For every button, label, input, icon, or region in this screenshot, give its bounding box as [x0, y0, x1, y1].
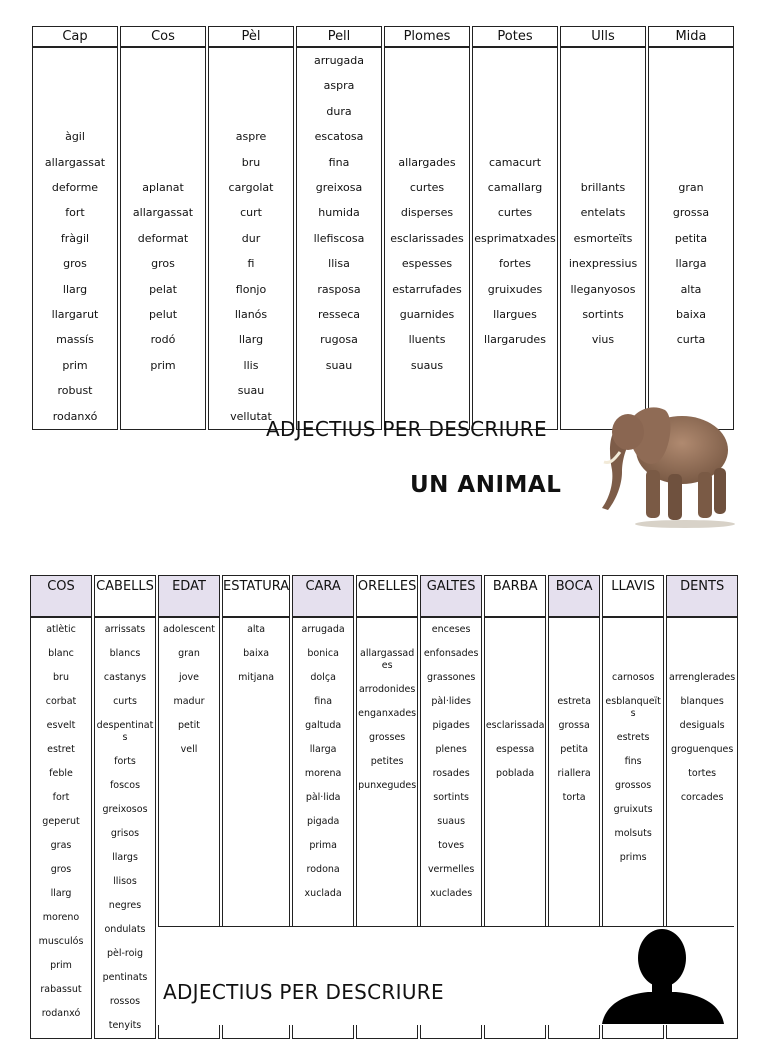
person-word: estrets	[616, 732, 650, 743]
person-word: adolescent	[163, 624, 215, 635]
animal-word: fina	[328, 155, 350, 169]
animal-word: camallarg	[487, 181, 543, 194]
person-word: desiguals	[679, 720, 725, 731]
person-word: prims	[619, 852, 647, 863]
animal-word: aspre	[235, 130, 267, 144]
person-word: forts	[114, 756, 136, 767]
person-word: foscos	[109, 780, 141, 791]
person-word-list	[223, 618, 289, 690]
animal-column-pell	[296, 47, 382, 430]
person-word-list	[667, 618, 737, 810]
animal-word: entelats	[580, 206, 626, 220]
person-word: fort	[52, 792, 70, 803]
animal-word-list	[33, 48, 117, 429]
person-word: musculós	[38, 936, 84, 947]
animal-word: fràgil	[60, 231, 90, 245]
animal-word: llarg	[238, 333, 264, 347]
animal-word: suau	[237, 384, 265, 398]
person-word: rossos	[109, 996, 141, 1007]
person-word: arrissats	[104, 624, 146, 635]
animal-word: allargades	[398, 155, 456, 169]
animal-word: aplanat	[142, 181, 184, 194]
person-word: atlètic	[46, 624, 76, 635]
animal-word: resseca	[317, 308, 361, 322]
person-word: pigades	[432, 720, 470, 731]
person-word: llarg	[50, 888, 72, 899]
person-header-dents: DENTS	[666, 575, 738, 617]
person-word: bonica	[307, 648, 339, 659]
person-column-cabells	[94, 617, 156, 1039]
person-word: allargassades	[360, 648, 415, 671]
person-word: xuclada	[304, 888, 342, 899]
animal-word: llis	[243, 358, 259, 372]
animal-word: fort	[65, 206, 85, 220]
person-word: poblada	[496, 768, 535, 779]
person-word: suaus	[437, 816, 466, 827]
animal-word: llarga	[675, 257, 707, 271]
animal-word: esmorteïts	[573, 231, 633, 245]
person-word: madur	[173, 696, 205, 707]
animal-word: petita	[674, 231, 708, 245]
animal-word: dura	[326, 104, 352, 118]
animal-word: gruixudes	[487, 282, 543, 296]
person-word: pigada	[306, 816, 340, 827]
animal-word: deformat	[137, 231, 189, 245]
animal-word: espesses	[401, 257, 453, 271]
person-word: castanys	[103, 672, 147, 683]
person-word: arrugada	[301, 624, 345, 635]
animal-word: suaus	[410, 358, 444, 372]
person-word: llisos	[113, 876, 137, 887]
animal-word: gros	[151, 257, 175, 271]
person-header-orelles: ORELLES	[356, 575, 418, 617]
animal-word: prim	[62, 358, 88, 372]
animal-table-body-row	[32, 47, 734, 430]
person-word: grassones	[426, 672, 476, 683]
animal-header-pel: Pèl	[208, 26, 294, 47]
person-word: rodanxó	[41, 1008, 81, 1019]
animal-word: baixa	[675, 308, 707, 322]
animal-word: curtes	[409, 181, 445, 194]
person-word: alta	[247, 624, 266, 635]
animal-word: llefiscosa	[313, 231, 365, 245]
animal-word: llargues	[493, 308, 537, 322]
animal-word: lleganyosos	[570, 282, 636, 296]
person-word: rabassut	[40, 984, 82, 995]
person-word: tenyits	[108, 1020, 142, 1031]
animal-word: pelut	[148, 308, 178, 322]
person-word-list	[95, 618, 155, 1038]
person-word: estret	[47, 744, 75, 755]
person-word: despentinats	[96, 720, 154, 743]
animal-word: greixosa	[315, 181, 363, 195]
animal-word: camacurt	[488, 155, 542, 169]
person-word: xuclades	[430, 888, 473, 899]
person-word: negres	[108, 900, 142, 911]
animal-word: fi	[247, 257, 255, 271]
person-silhouette	[598, 928, 728, 1024]
person-word: sortints	[433, 792, 469, 803]
person-word: gran	[178, 648, 200, 659]
animal-word: allargassat	[44, 155, 106, 169]
person-word: bru	[53, 672, 69, 683]
person-word: grosses	[369, 732, 406, 743]
person-word: corcades	[680, 792, 724, 803]
person-word: blanques	[680, 696, 724, 707]
animal-word-list	[297, 48, 381, 378]
person-word: espessa	[495, 744, 535, 755]
person-word: enceses	[431, 624, 471, 635]
animal-word: rodó	[150, 333, 176, 347]
person-word: punxegudes	[358, 780, 417, 791]
animal-column-cos	[120, 47, 206, 430]
person-word: dolça	[310, 672, 336, 683]
animal-word: brillants	[580, 181, 626, 194]
person-word: vell	[180, 744, 198, 755]
person-word: baixa	[243, 648, 270, 659]
animal-word: estarrufades	[392, 282, 462, 296]
animal-word: humida	[318, 206, 360, 220]
animal-word: llanós	[234, 308, 268, 322]
person-word: pèl-roig	[106, 948, 144, 959]
person-word: enganxades	[358, 708, 417, 719]
person-word-list	[293, 618, 353, 906]
animal-word: grossa	[672, 206, 710, 220]
person-header-boca: BOCA	[548, 575, 600, 617]
person-word: riallera	[557, 768, 591, 779]
person-word: prima	[309, 840, 337, 851]
person-word: moreno	[42, 912, 80, 923]
person-word: gruixuts	[613, 804, 653, 815]
person-word: greixosos	[102, 804, 148, 815]
person-column-cos	[30, 617, 92, 1039]
person-word: petites	[370, 756, 404, 767]
animal-word: curt	[240, 206, 262, 220]
animal-column-mida	[648, 47, 734, 430]
animal-word: pelat	[149, 282, 177, 296]
person-header-llavis: LLAVIS	[602, 575, 664, 617]
person-word: torta	[562, 792, 586, 803]
animal-word: disperses	[400, 206, 454, 220]
person-word: petit	[178, 720, 200, 731]
person-word: vermelles	[427, 864, 475, 875]
person-word-list	[603, 618, 663, 870]
person-word: pentinats	[102, 972, 148, 983]
animal-header-cos: Cos	[120, 26, 206, 47]
animal-header-mida: Mida	[648, 26, 734, 47]
person-table-header-row	[30, 575, 738, 617]
elephant-photo	[590, 390, 740, 530]
animal-adjectives-table	[30, 26, 736, 430]
animal-word-list	[561, 48, 645, 353]
person-word: mitjana	[238, 672, 275, 683]
animal-word: robust	[57, 384, 93, 398]
person-word-list	[159, 618, 219, 762]
animal-column-ulls	[560, 47, 646, 430]
animal-word: inexpressius	[568, 257, 638, 271]
animal-word: vius	[591, 333, 615, 347]
animal-word: curtes	[497, 206, 533, 220]
person-word: esclarissada	[485, 720, 545, 731]
person-word: morena	[304, 768, 342, 779]
animal-column-pel	[208, 47, 294, 430]
animal-word: llisa	[328, 257, 350, 271]
animal-word: curta	[676, 333, 706, 347]
animal-heading-line2: UN ANIMAL	[410, 472, 562, 498]
animal-word: rugosa	[320, 333, 358, 347]
person-word: jove	[179, 672, 199, 683]
person-word: prim	[50, 960, 72, 971]
person-word: enfonsades	[423, 648, 479, 659]
person-word: arrodonides	[358, 684, 416, 695]
person-word: curts	[113, 696, 137, 707]
animal-word: bru	[241, 155, 261, 169]
person-word: esvelt	[46, 720, 76, 731]
animal-header-ulls: Ulls	[560, 26, 646, 47]
animal-word-list	[209, 48, 293, 429]
animal-word-list	[121, 48, 205, 378]
animal-column-cap	[32, 47, 118, 430]
person-word: feble	[49, 768, 73, 779]
person-header-galtes: GALTES	[420, 575, 482, 617]
person-header-barba: BARBA	[484, 575, 546, 617]
animal-table-header-row	[32, 26, 734, 47]
person-header-cabells: CABELLS	[94, 575, 156, 617]
animal-word: deforme	[51, 181, 99, 194]
animal-word: gros	[63, 257, 87, 271]
person-word: pàl·lida	[305, 792, 341, 803]
animal-word: escatosa	[314, 130, 364, 144]
animal-word: rodanxó	[52, 409, 98, 423]
animal-column-plomes	[384, 47, 470, 430]
animal-word: aspra	[323, 79, 355, 93]
person-word: blanc	[48, 648, 74, 659]
person-word: pàl·lides	[431, 696, 471, 707]
person-word: gros	[50, 864, 72, 875]
animal-word: rasposa	[317, 282, 361, 296]
animal-word: arrugada	[313, 54, 364, 67]
person-word: galtuda	[305, 720, 342, 731]
animal-word: dur	[241, 231, 261, 245]
animal-word: àgil	[65, 130, 85, 144]
person-word-list	[485, 618, 545, 786]
person-word-list	[357, 618, 417, 798]
animal-word: esprimatxades	[474, 231, 556, 245]
person-word: carnosos	[611, 672, 655, 683]
animal-word: llarg	[62, 282, 88, 296]
person-header-estatura: ESTATURA	[222, 575, 290, 617]
person-word: arrenglerades	[669, 672, 736, 683]
person-word: geperut	[42, 816, 80, 827]
person-word: estreta	[557, 696, 591, 707]
person-word: grossa	[558, 720, 590, 731]
animal-header-cap: Cap	[32, 26, 118, 47]
animal-word: gran	[678, 181, 704, 194]
person-word: blancs	[109, 648, 141, 659]
person-header-cara: CARA	[292, 575, 354, 617]
animal-word: esclarissades	[390, 231, 464, 245]
person-word: toves	[438, 840, 465, 851]
person-word: llarga	[309, 744, 337, 755]
person-word-list	[31, 618, 91, 1026]
animal-word: fortes	[499, 257, 531, 271]
person-word: fina	[314, 696, 333, 707]
person-header-edat: EDAT	[158, 575, 220, 617]
person-word: llargs	[112, 852, 138, 863]
person-header-cos: COS	[30, 575, 92, 617]
animal-word-list	[473, 48, 557, 353]
animal-word: sortints	[582, 308, 624, 322]
animal-column-potes	[472, 47, 558, 430]
person-word: molsuts	[614, 828, 652, 839]
animal-word: guarnides	[399, 308, 455, 322]
animal-word: llargarut	[51, 308, 99, 322]
animal-header-plomes: Plomes	[384, 26, 470, 47]
animal-word: flonjo	[235, 282, 267, 296]
person-word: fins	[624, 756, 642, 767]
person-word: rodona	[306, 864, 340, 875]
animal-word: vellutat	[230, 409, 272, 423]
person-word-list	[549, 618, 599, 810]
animal-word: cargolat	[228, 181, 274, 194]
person-word-list	[421, 618, 481, 906]
animal-word: alta	[680, 282, 702, 296]
person-word: groguenques	[670, 744, 734, 755]
animal-word: massís	[56, 333, 94, 347]
person-word: gras	[50, 840, 72, 851]
animal-word-list	[649, 48, 733, 353]
person-word: corbat	[45, 696, 77, 707]
animal-word-list	[385, 48, 469, 378]
person-word: tortes	[688, 768, 717, 779]
person-word: plenes	[435, 744, 467, 755]
animal-word: prim	[150, 358, 176, 372]
animal-heading-line1: ADJECTIUS PER DESCRIURE	[266, 417, 547, 441]
person-word: esblanqueïts	[605, 696, 661, 719]
animal-header-potes: Potes	[472, 26, 558, 47]
animal-word: allargassat	[132, 206, 194, 220]
person-word: grossos	[615, 780, 652, 791]
person-word: petita	[560, 744, 589, 755]
animal-header-pell: Pell	[296, 26, 382, 47]
animal-word: suau	[325, 358, 353, 372]
person-word: rosades	[432, 768, 470, 779]
animal-word: lluents	[408, 333, 446, 347]
person-word: ondulats	[104, 924, 146, 935]
person-heading-line1: ADJECTIUS PER DESCRIURE	[163, 980, 444, 1004]
animal-word: llargarudes	[484, 333, 546, 347]
person-word: grisos	[110, 828, 140, 839]
